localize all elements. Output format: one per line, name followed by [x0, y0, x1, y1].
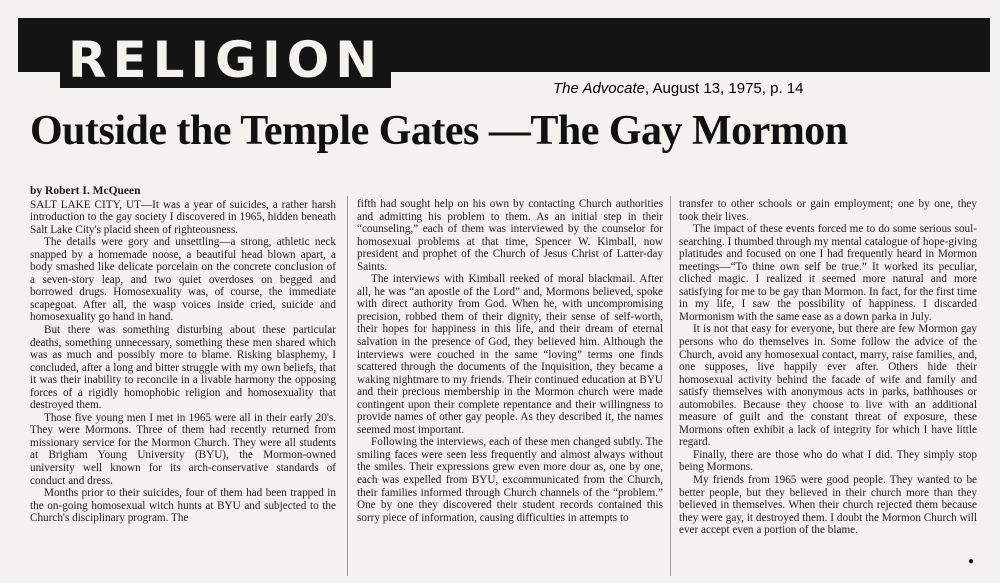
paragraph: Those five young men I met in 1965 were all in their early 20's. They were Mormons. Three of them had recently returned from missionary service for the Mormon Church. They were all students at Brigham Young University (BYU), the Mormon-owned university well known for its arch-conservative standards of conduct and dress.	[30, 411, 336, 487]
column-divider	[670, 196, 671, 576]
paragraph: The impact of these events forced me to do some serious soul-searching. I thumbed through my mental catalogue of hope-giving platitudes and focused on one I had frequently heard in Mormon meetings—“To thine own self be true.” It worked its peculiar, cliched magic. I realized it seemed more natural and more satisfying for me to be gay than Mormon. In fact, for the first time in my life, I saw the possibility of happiness. I discarded Mormonism with the same ease as a down parka in July.	[679, 223, 977, 323]
section-title: RELIGION	[60, 32, 391, 88]
publication-date: , August 13, 1975, p. 14	[645, 80, 804, 97]
article-column-1	[30, 185, 336, 525]
byline: by Robert I. McQueen	[30, 185, 141, 197]
publication-name: The Advocate	[553, 80, 645, 97]
paragraph: transfer to other schools or gain employment; one by one, they took their lives.	[679, 198, 977, 223]
paragraph: The interviews with Kimball reeked of moral blackmail. After all, he was “an apostle of the Lord” and, Mormons believed, spoke with direct authority from God. When he, with uncompromising precision, robbed them of their dignity, their sense of self-worth, their hopes for happiness in this life, and their dream of eternal salvation in the presence of God, they believed him. Although the interviews were couched in the same “loving” terms one finds scattered through the documents of the Inquisition, they became a waking nightmare to my friends. Their continued education at BYU and their precious membership in the Mormon church were made contingent upon their complete repentance and their willingness to provide names of other gay people. As they described it, the names seemed most important.	[357, 273, 663, 436]
paragraph: But there was something disturbing about these particular deaths, something unnecessary, something these men shared which was as much and possibly more to blame. Risking blasphemy, I concluded, after a long and bitter struggle with my own beliefs, that it was their inability to reconcile in a livable harmony the opposing forces of a rigidly homophobic religion and homosexuality that destroyed them.	[30, 324, 336, 412]
paragraph: Finally, there are those who do what I did. They simply stop being Mormons.	[679, 448, 977, 474]
end-of-article-mark: ●	[968, 556, 975, 567]
paragraph: My friends from 1965 were good people. They wanted to be better people, but they believed in their church more than they believed in themselves. When their church rejected them because they were gay, it destroyed them. I doubt the Mormon Church will ever accept even a portion of the blame.	[679, 474, 977, 537]
paragraph: SALT LAKE CITY, UT—It was a year of suicides, a rather harsh introduction to the gay society I discovered in 1965, hidden beneath Salt Lake City's placid sheen of righteousness.	[30, 198, 336, 236]
source-citation	[553, 80, 803, 97]
paragraph: The details were gory and unsettling—a strong, athletic neck snapped by a homemade noose, a beautiful head blown apart, a body smashed like delicate porcelain on the concrete conclusion of a seven-story leap, and two quiet overdoses on begged and borrowed drugs. Homosexuality was, of course, the immediate scapegoat. After all, the wasp voices inside cried, suicide and homosexuality go hand in hand.	[30, 236, 336, 324]
article-column-2	[357, 198, 663, 524]
article-headline: Outside the Temple Gates —The Gay Mormon	[30, 108, 848, 154]
paragraph: It is not that easy for everyone, but there are few Mormon gay persons who do themselves in. Some follow the advice of the Church, avoid any homosexual contact, marry, raise families, and, one supposes, live happily ever after. Others hide their homosexual activity behind the facade of wife and family and satisfy themselves with anonymous acts in parks, bathhouses or automobiles. Because they choose to live with an additional measure of guilt and the constant threat of exposure, these Mormons often exhibit a lack of integrity for which I have little regard.	[679, 323, 977, 449]
column-divider	[347, 196, 348, 576]
article-column-3	[679, 198, 977, 537]
paragraph: Following the interviews, each of these men changed subtly. The smiling faces were seen less frequently and almost always without the smiles. Their expressions grew even more dour as, one by one, each was expelled from BYU, excommunicated from the Church, their families informed through Church channels of the “problem.” One by one they discovered their student records contained this sorry piece of information, causing difficulties in attempts to	[357, 436, 663, 524]
paragraph: Months prior to their suicides, four of them had been trapped in the on-going homosexual witch hunts at BYU and subjected to the Church's disciplinary program. The	[30, 487, 336, 525]
paragraph: fifth had sought help on his own by contacting Church authorities and admitting his problem to them. As an initial step in their “counseling,” each of them was interviewed by the counselor for homosexual problems at that time, Spencer W. Kimball, now president and prophet of the Church of Jesus Christ of Latter-day Saints.	[357, 198, 663, 273]
